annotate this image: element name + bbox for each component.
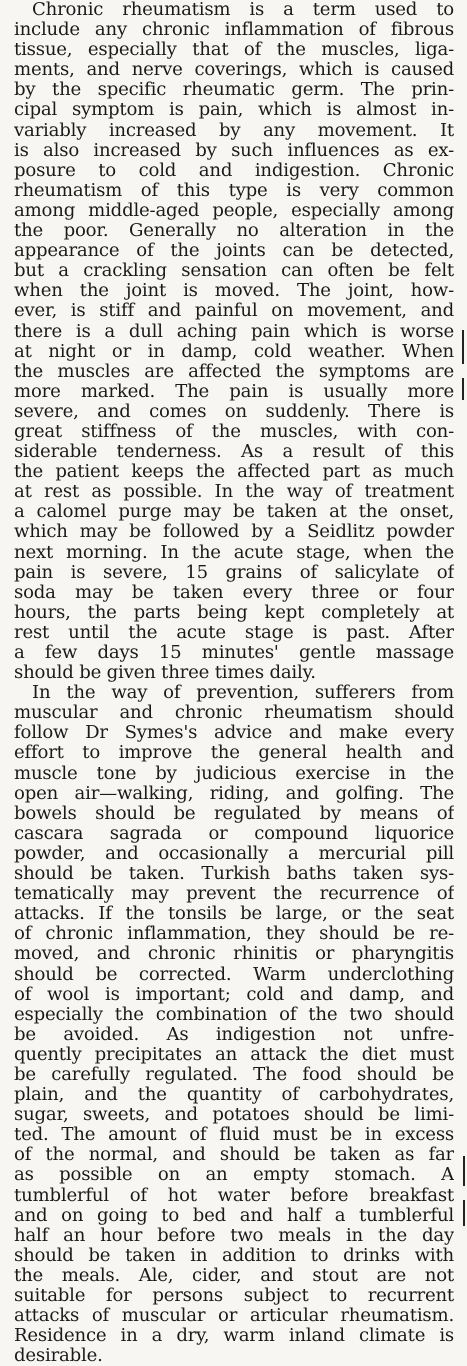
text-line: cascara sagrada or compound liquorice bbox=[14, 823, 454, 844]
text-line: posure to cold and indigestion. Chronic bbox=[14, 160, 454, 181]
text-line: when the joint is moved. The joint, how- bbox=[14, 281, 454, 302]
text-line: quently precipitates an attack the diet must bbox=[14, 1044, 454, 1065]
text-line: among middle-aged people, especially among bbox=[14, 200, 454, 221]
text-line: be carefully regulated. The food should be bbox=[14, 1064, 454, 1085]
text-line: pain is severe, 15 grains of salicylate of bbox=[14, 562, 454, 583]
text-line: which may be followed by a Seidlitz powder bbox=[14, 522, 454, 543]
text-line: Chronic rheumatism is a term used to bbox=[32, 0, 454, 20]
text-line: of wool is important; cold and damp, and bbox=[14, 984, 454, 1005]
text-line: include any chronic inflammation of fibrous bbox=[14, 20, 454, 41]
text-line: ments, and nerve coverings, which is caused bbox=[14, 60, 454, 81]
text-line: be avoided. As indigestion not unfre- bbox=[14, 1024, 454, 1045]
text-line: tumblerful of hot water before breakfast bbox=[14, 1185, 454, 1206]
text-line: rest until the acute stage is past. After bbox=[14, 622, 454, 643]
text-line: rheumatism of this type is very common bbox=[14, 180, 454, 201]
text-line: open air—walking, riding, and golfing. The bbox=[14, 783, 454, 804]
text-line: effort to improve the general health and bbox=[14, 743, 454, 764]
text-line: cipal symptom is pain, which is almost in- bbox=[14, 100, 454, 121]
text-line: at night or in damp, cold weather. When bbox=[14, 341, 454, 362]
text-line: plain, and the quantity of carbohydrates, bbox=[14, 1085, 454, 1106]
text-line: desirable. bbox=[14, 1346, 103, 1366]
text-line: by the specific rheumatic germ. The prin- bbox=[14, 80, 454, 101]
text-line: muscle tone by judicious exercise in the bbox=[14, 763, 454, 784]
text-line: of chronic inflammation, they should be re- bbox=[14, 924, 454, 945]
paragraph-prevention bbox=[14, 683, 454, 1366]
margin-rule-mark bbox=[462, 378, 464, 400]
text-line: should be taken in addition to drinks with bbox=[14, 1245, 454, 1266]
article-column bbox=[14, 0, 454, 1366]
text-line: and on going to bed and half a tumblerful bbox=[14, 1205, 454, 1226]
text-line: variably increased by any movement. It bbox=[14, 120, 454, 141]
text-line: the poor. Generally no alteration in the bbox=[14, 221, 454, 242]
text-line: appearance of the joints can be detected, bbox=[14, 241, 454, 262]
text-line: bowels should be regulated by means of bbox=[14, 803, 454, 824]
text-line: attacks of muscular or articular rheumatism. bbox=[14, 1306, 454, 1327]
text-line: but a crackling sensation can often be felt bbox=[14, 261, 454, 282]
text-line: next morning. In the acute stage, when the bbox=[14, 542, 454, 563]
paragraph-treatment bbox=[14, 0, 454, 683]
text-line: tematically may prevent the recurrence of bbox=[14, 884, 454, 905]
margin-rule-mark bbox=[463, 1156, 465, 1186]
text-line: attacks. If the tonsils be large, or the seat bbox=[14, 904, 454, 925]
text-line: a calomel purge may be taken at the onset, bbox=[14, 502, 454, 523]
text-line: the patient keeps the affected part as much bbox=[14, 462, 454, 483]
text-line: ever, is stiff and painful on movement, and bbox=[14, 301, 454, 322]
text-line: more marked. The pain is usually more bbox=[14, 381, 454, 402]
text-line: should be corrected. Warm underclothing bbox=[14, 964, 454, 985]
text-line: severe, and comes on suddenly. There is bbox=[14, 401, 454, 422]
text-line: moved, and chronic rhinitis or pharyngitis bbox=[14, 944, 454, 965]
text-line: Residence in a dry, warm inland climate is bbox=[14, 1326, 454, 1347]
text-line: at rest as possible. In the way of treatment bbox=[14, 482, 454, 503]
text-line: sugar, sweets, and potatoes should be limi- bbox=[14, 1105, 454, 1126]
text-line: the muscles are affected the symptoms are bbox=[14, 361, 454, 382]
text-line: hours, the parts being kept completely at bbox=[14, 602, 454, 623]
text-line: suitable for persons subject to recurrent bbox=[14, 1286, 454, 1306]
text-line: there is a dull aching pain which is worse bbox=[14, 321, 454, 342]
text-line: In the way of prevention, sufferers from bbox=[32, 683, 454, 704]
text-line: half an hour before two meals in the day bbox=[14, 1225, 454, 1246]
text-line: should be taken. Turkish baths taken sys- bbox=[14, 864, 454, 885]
text-line: of the normal, and should be taken as far bbox=[14, 1145, 454, 1166]
text-line: ted. The amount of fluid must be in excess bbox=[14, 1125, 454, 1146]
text-line: the meals. Ale, cider, and stout are not bbox=[14, 1265, 454, 1286]
text-line: is also increased by such influences as ex- bbox=[14, 140, 454, 161]
text-line: as possible on an empty stomach. A bbox=[14, 1165, 454, 1186]
text-line: great stiffness of the muscles, with con- bbox=[14, 421, 454, 442]
text-line: follow Dr Symes's advice and make every bbox=[14, 723, 454, 744]
margin-rule-mark bbox=[463, 1200, 465, 1226]
margin-rule-mark bbox=[462, 330, 464, 364]
text-line: should be given three times daily. bbox=[14, 663, 316, 684]
text-line: tissue, especially that of the muscles, liga- bbox=[14, 40, 454, 61]
text-line: muscular and chronic rheumatism should bbox=[14, 703, 454, 724]
text-line: siderable tenderness. As a result of this bbox=[14, 442, 454, 463]
text-line: soda may be taken every three or four bbox=[14, 582, 454, 603]
text-line: especially the combination of the two should bbox=[14, 1004, 454, 1025]
text-line: a few days 15 minutes' gentle massage bbox=[14, 643, 454, 663]
text-line: powder, and occasionally a mercurial pill bbox=[14, 843, 454, 864]
